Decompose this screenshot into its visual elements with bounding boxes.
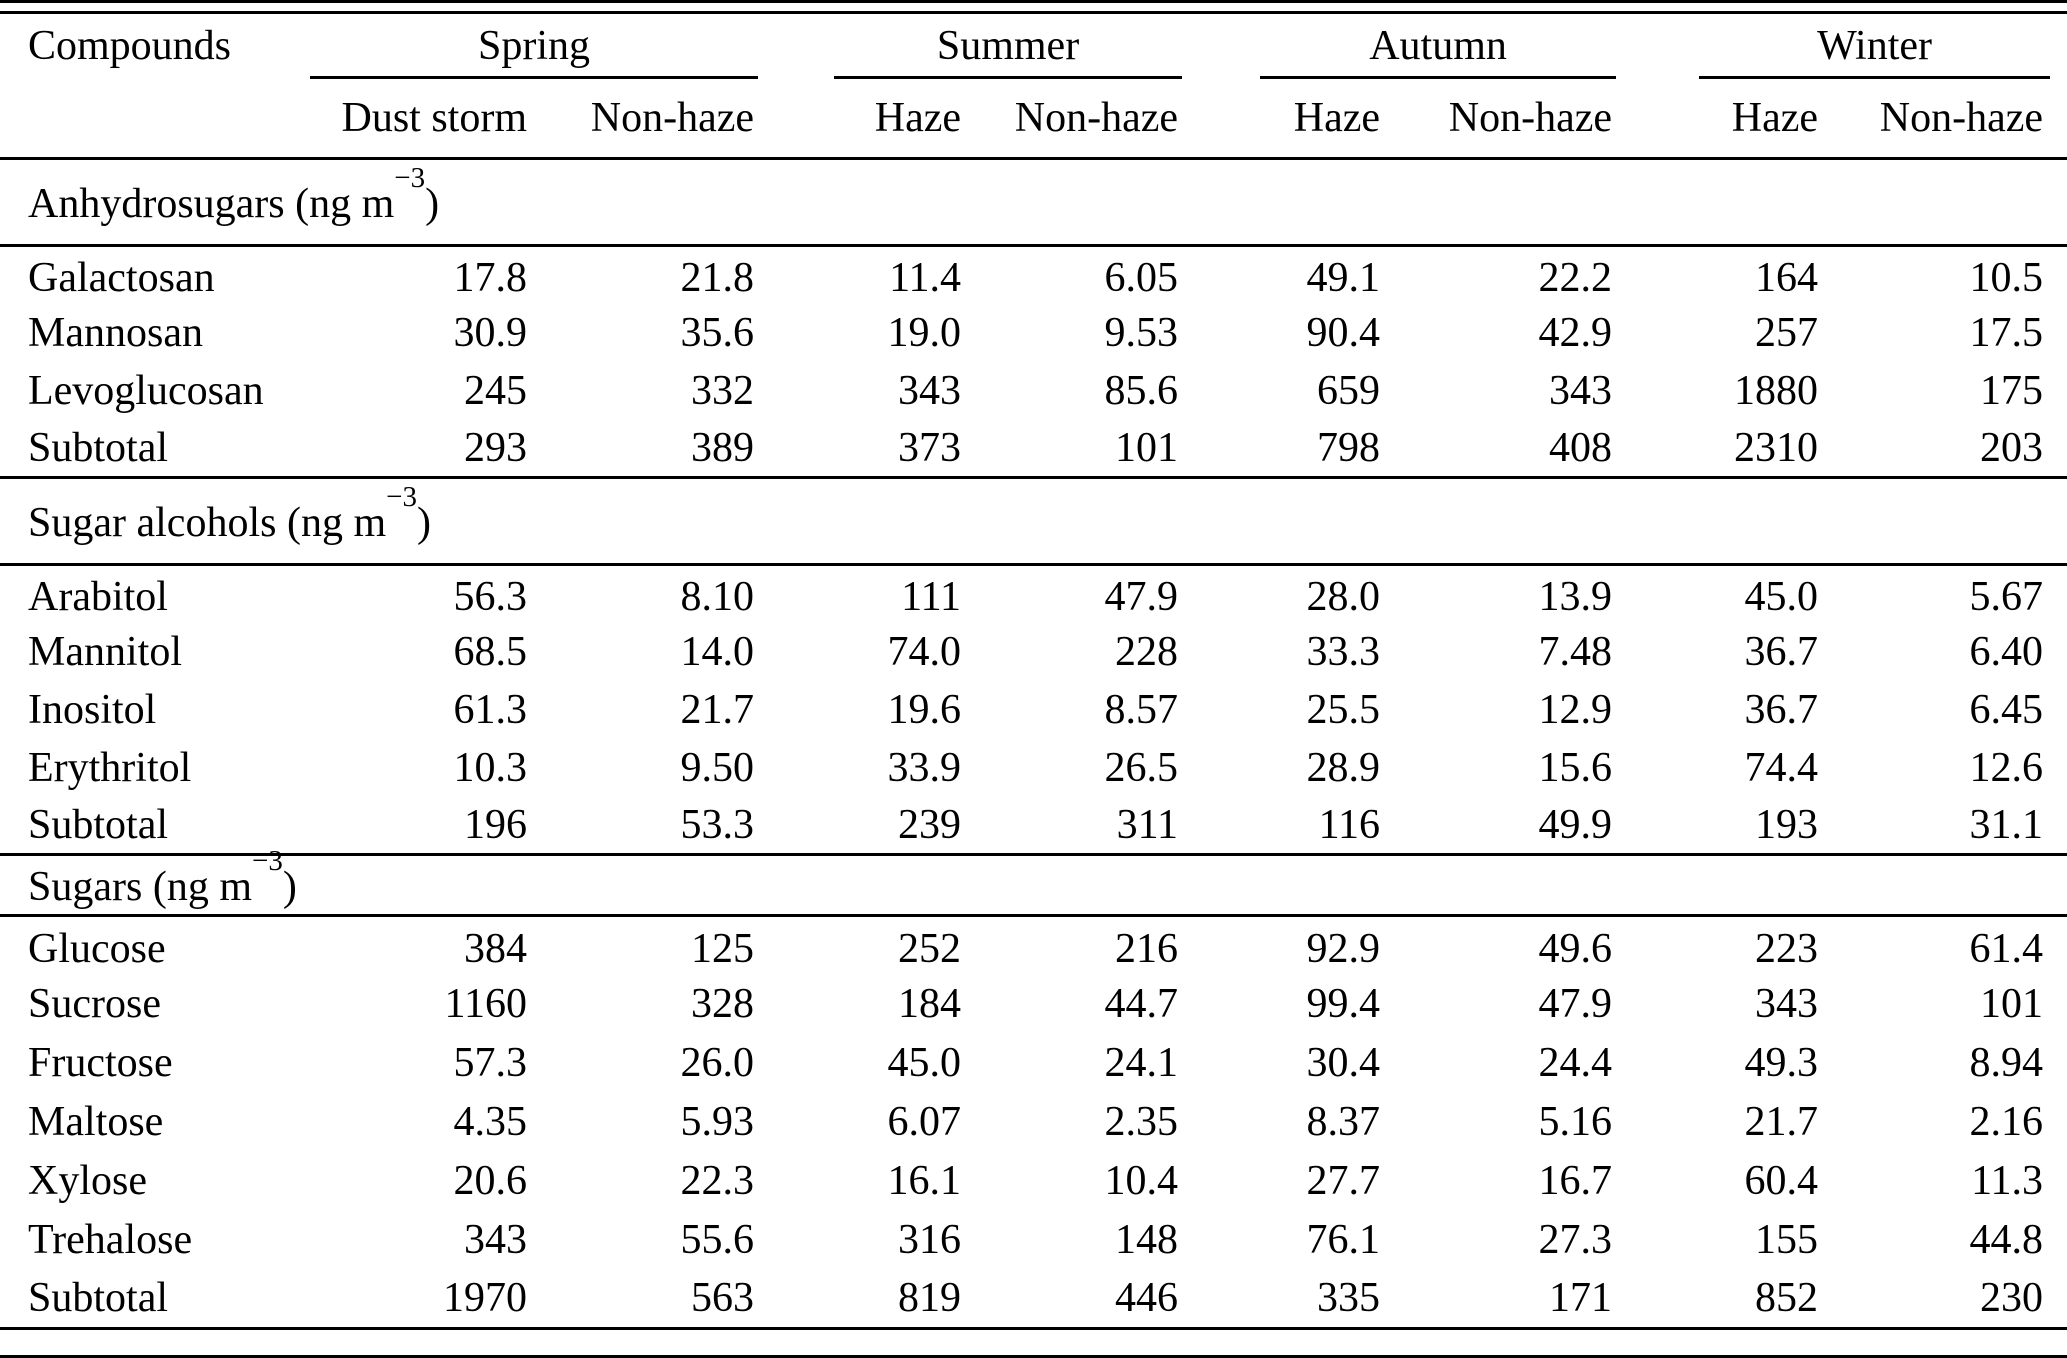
value-cell: 26.0 [680,1040,755,1086]
condition-header: Non-haze [1384,79,1616,159]
value-cell: 21.8 [680,255,755,302]
value-cell: 68.5 [453,628,527,675]
compounds-column-header: Compounds [28,23,232,69]
value-cell: 27.7 [1306,1158,1381,1204]
value-cell: 20.6 [453,1158,527,1204]
unit-exponent: −3 [386,481,417,513]
value-cell: 85.6 [1104,367,1179,414]
condition-header: Dust storm [310,79,531,159]
value-cell: 49.9 [1538,801,1613,848]
value-cell: 45.0 [887,1040,962,1086]
value-cell: 659 [1317,367,1381,414]
value-cell: 164 [1755,255,1819,302]
concentration-table [0,11,2067,1330]
value-cell: 203 [1980,424,2044,471]
value-cell: 16.1 [887,1158,962,1204]
value-cell: 36.7 [1744,686,1819,733]
value-cell: 384 [464,925,527,972]
value-cell: 49.1 [1306,255,1381,302]
value-cell: 6.05 [1104,255,1179,302]
unit-exponent: −3 [252,845,283,877]
value-cell: 332 [691,367,755,414]
value-cell: 30.4 [1306,1040,1381,1086]
value-cell: 389 [691,424,755,471]
value-cell: 125 [691,925,755,972]
value-cell: 15.6 [1538,744,1613,791]
compound-name: Galactosan [28,255,215,302]
value-cell: 328 [691,981,755,1027]
value-cell: 2310 [1734,424,1819,471]
table-row [0,246,2067,304]
table-row [0,739,2067,797]
value-cell: 343 [1755,981,1819,1027]
value-cell: 35.6 [680,309,755,356]
value-cell: 14.0 [680,628,755,675]
value-cell: 5.16 [1538,1099,1613,1145]
value-cell: 10.4 [1104,1158,1179,1204]
value-cell: 563 [691,1275,755,1322]
value-cell: 343 [1549,367,1613,414]
value-cell: 6.07 [887,1099,962,1145]
compound-name: Trehalose [28,1217,193,1263]
value-cell: 27.3 [1538,1217,1613,1263]
value-cell: 44.7 [1104,981,1179,1027]
value-cell: 5.67 [1969,574,2044,621]
table-row [0,681,2067,739]
value-cell: 175 [1980,367,2044,414]
section-title-close: ) [425,180,440,227]
compound-name: Sucrose [28,981,161,1027]
compound-name: Erythritol [28,744,192,791]
value-cell: 61.3 [453,686,527,733]
value-cell: 42.9 [1538,309,1613,356]
value-cell: 245 [464,367,527,414]
value-cell: 5.93 [680,1099,755,1145]
table-row [0,304,2067,362]
value-cell: 343 [464,1217,527,1263]
value-cell: 6.45 [1969,686,2044,733]
compound-name: Arabitol [28,574,168,621]
compound-name: Mannitol [28,628,182,675]
value-cell: 373 [898,424,962,471]
value-cell: 7.48 [1538,628,1613,675]
value-cell: 21.7 [1744,1099,1819,1145]
value-cell: 99.4 [1306,981,1381,1027]
compound-name: Xylose [28,1158,147,1204]
table-row [0,1270,2067,1329]
value-cell: 193 [1755,801,1819,848]
value-cell: 10.5 [1969,255,2044,302]
compound-name: Fructose [28,1040,173,1086]
value-cell: 184 [898,981,962,1027]
value-cell: 196 [464,801,527,848]
value-cell: 13.9 [1538,574,1613,621]
section-title-close: ) [282,863,297,910]
value-cell: 28.9 [1306,744,1381,791]
value-cell: 252 [898,925,962,972]
value-cell: 33.9 [887,744,962,791]
value-cell: 19.6 [887,686,962,733]
value-cell: 223 [1755,925,1819,972]
value-cell: 446 [1115,1275,1179,1322]
value-cell: 61.4 [1969,925,2044,972]
section-title-text: Sugar alcohols (ng m [28,499,387,546]
value-cell: 10.3 [453,744,527,791]
value-cell: 9.53 [1104,309,1179,356]
compound-name: Maltose [28,1099,164,1145]
season-group-header [310,13,758,79]
value-cell: 57.3 [453,1040,527,1086]
value-cell: 216 [1115,925,1179,972]
table-row [0,797,2067,855]
condition-header: Non-haze [531,79,758,159]
value-cell: 852 [1755,1275,1819,1322]
compound-name: Subtotal [28,801,169,848]
compound-name: Mannosan [28,309,203,356]
value-cell: 24.4 [1538,1040,1613,1086]
value-cell: 21.7 [680,686,755,733]
value-cell: 49.3 [1744,1040,1819,1086]
value-cell: 31.1 [1969,801,2044,848]
compound-name: Subtotal [28,1275,169,1322]
value-cell: 8.37 [1306,1099,1381,1145]
value-cell: 239 [898,801,962,848]
value-cell: 148 [1115,1217,1179,1263]
value-cell: 230 [1980,1275,2044,1322]
compound-name: Levoglucosan [28,367,264,414]
value-cell: 8.94 [1969,1040,2044,1086]
section-header-row [0,855,2067,916]
season-label: Winter [1817,22,1933,69]
value-cell: 311 [1116,801,1179,848]
compound-name: Subtotal [28,424,169,471]
value-cell: 30.9 [453,309,527,356]
value-cell: 116 [1318,801,1381,848]
value-cell: 111 [901,574,962,621]
value-cell: 22.2 [1538,255,1613,302]
value-cell: 28.0 [1306,574,1381,621]
value-cell: 16.7 [1538,1158,1613,1204]
table-row [0,1152,2067,1211]
season-group-header [1182,13,1616,79]
value-cell: 25.5 [1306,686,1381,733]
table-row [0,975,2067,1034]
value-cell: 47.9 [1104,574,1179,621]
value-cell: 56.3 [453,574,527,621]
value-cell: 257 [1755,309,1819,356]
section-header [0,845,2067,916]
value-cell: 2.35 [1104,1099,1179,1145]
value-cell: 17.5 [1969,309,2044,356]
value-cell: 408 [1549,424,1613,471]
season-header-row [0,13,2067,79]
season-group-header [758,13,1182,79]
season-group-header [1616,13,2067,79]
condition-header: Non-haze [965,79,1182,159]
value-cell: 101 [1980,981,2044,1027]
value-cell: 19.0 [887,309,962,356]
value-cell: 8.10 [680,574,755,621]
value-cell: 6.40 [1969,628,2044,675]
value-cell: 1880 [1734,367,1819,414]
value-cell: 1970 [443,1275,527,1322]
value-cell: 36.7 [1744,628,1819,675]
value-cell: 76.1 [1306,1217,1381,1263]
value-cell: 22.3 [680,1158,755,1204]
value-cell: 798 [1317,424,1381,471]
section-header-row [0,159,2067,246]
table-row [0,623,2067,681]
value-cell: 90.4 [1306,309,1381,356]
value-cell: 11.4 [889,255,962,302]
section-header-row [0,478,2067,565]
value-cell: 11.3 [1971,1158,2044,1204]
value-cell: 74.0 [887,628,962,675]
value-cell: 171 [1549,1275,1613,1322]
value-cell: 53.3 [680,801,755,848]
value-cell: 60.4 [1744,1158,1819,1204]
condition-header: Haze [758,79,965,159]
value-cell: 819 [898,1275,962,1322]
value-cell: 9.50 [680,744,755,791]
value-cell: 293 [464,424,527,471]
section-header [0,478,2067,565]
value-cell: 12.9 [1538,686,1613,733]
condition-header: Haze [1616,79,1822,159]
value-cell: 55.6 [680,1217,755,1263]
compound-name: Inositol [28,686,157,733]
table-row [0,1211,2067,1270]
table-row [0,565,2067,623]
value-cell: 228 [1115,628,1179,675]
section-header [0,159,2067,246]
value-cell: 49.6 [1538,925,1613,972]
value-cell: 8.57 [1104,686,1179,733]
condition-header: Non-haze [1822,79,2067,159]
table-row [0,420,2067,478]
value-cell: 24.1 [1104,1040,1179,1086]
value-cell: 17.8 [453,255,527,302]
value-cell: 47.9 [1538,981,1613,1027]
value-cell: 44.8 [1969,1217,2044,1263]
value-cell: 316 [898,1217,962,1263]
condition-header-row [0,79,2067,159]
value-cell: 1160 [444,981,527,1027]
season-label: Spring [478,22,591,69]
season-label: Autumn [1369,22,1507,69]
table-row [0,916,2067,975]
section-title-text: Anhydrosugars (ng m [28,180,395,227]
compound-name: Glucose [28,925,166,972]
table-row [0,1034,2067,1093]
table-row [0,1093,2067,1152]
value-cell: 33.3 [1306,628,1381,675]
condition-header: Haze [1182,79,1384,159]
value-cell: 4.35 [453,1099,527,1145]
section-title-close: ) [416,499,431,546]
value-cell: 155 [1755,1217,1819,1263]
value-cell: 26.5 [1104,744,1179,791]
value-cell: 335 [1317,1275,1381,1322]
value-cell: 92.9 [1306,925,1381,972]
value-cell: 45.0 [1744,574,1819,621]
section-title-text: Sugars (ng m [28,863,252,910]
value-cell: 343 [898,367,962,414]
unit-exponent: −3 [394,162,426,194]
value-cell: 2.16 [1969,1099,2044,1145]
value-cell: 12.6 [1969,744,2044,791]
table-row [0,362,2067,420]
value-cell: 101 [1115,424,1179,471]
value-cell: 74.4 [1744,744,1819,791]
season-label: Summer [936,22,1080,69]
